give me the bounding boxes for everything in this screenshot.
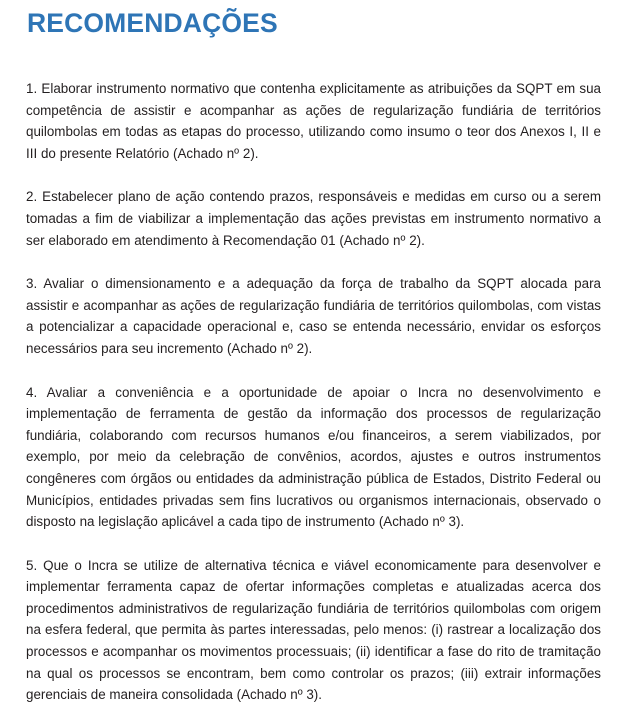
page-title: RECOMENDAÇÕES [27,8,278,38]
recommendation-paragraph-1: 1. Elaborar instrumento normativo que contenha explicitamente as atribuições da SQPT em sua competência de assistir e acompanhar as ações de regularização fundiária de territórios quilombolas em todas as etapas do processo, utilizando como insumo o teor dos Anexos I, II e III do presente Relatório (Achado nº 2). [26,81,601,161]
recommendation-paragraph-3: 3. Avaliar o dimensionamento e a adequação da força de trabalho da SQPT alocada para assistir e acompanhar as ações de regularização fundiária de territórios quilombolas, com vistas a potencializar a capacidade operacional e, caso se entenda necessário, envidar os esforços necessários para seu incremento (Achado nº 2). [26,276,601,356]
recommendation-paragraph-5: 5. Que o Incra se utilize de alternativa técnica e viável economicamente para desenvolver e implementar ferramenta capaz de ofertar informações completas e atualizadas acerca dos procedimentos administrativos de regularização fundiária de territórios quilombolas com origem na esfera federal, que permita às partes interessadas, pelo menos: (i) rastrear a localização dos processos e acompanhar os movimentos processuais; (ii) identificar a fase do rito de tramitação na qual os processos se encontram, bem como controlar os prazos; (iii) extrair informações gerenciais de maneira consolidada (Achado nº 3). [26,557,601,703]
recommendation-paragraph-4: 4. Avaliar a conveniência e a oportunidade de apoiar o Incra no desenvolvimento e implementação de ferramenta de gestão da informação dos processos de regularização fundiária, colaborando com recursos humanos e/ou financeiros, a serem viabilizados, por exemplo, por meio da celebração de convênios, acordos, ajustes e outros instrumentos congêneres com órgãos ou entidades da administração pública de Estados, Distrito Federal ou Municípios, entidades privadas sem fins lucrativos ou organismos internacionais, observado o disposto na legislação aplicável a cada tipo de instrumento (Achado nº 3). [26,384,601,530]
recommendations-list [26,78,601,706]
recommendation-paragraph-2: 2. Estabelecer plano de ação contendo prazos, responsáveis e medidas em curso ou a serem tomadas a fim de viabilizar a implementação das ações previstas em instrumento normativo a ser elaborado em atendimento à Recomendação 01 (Achado nº 2). [26,189,601,248]
